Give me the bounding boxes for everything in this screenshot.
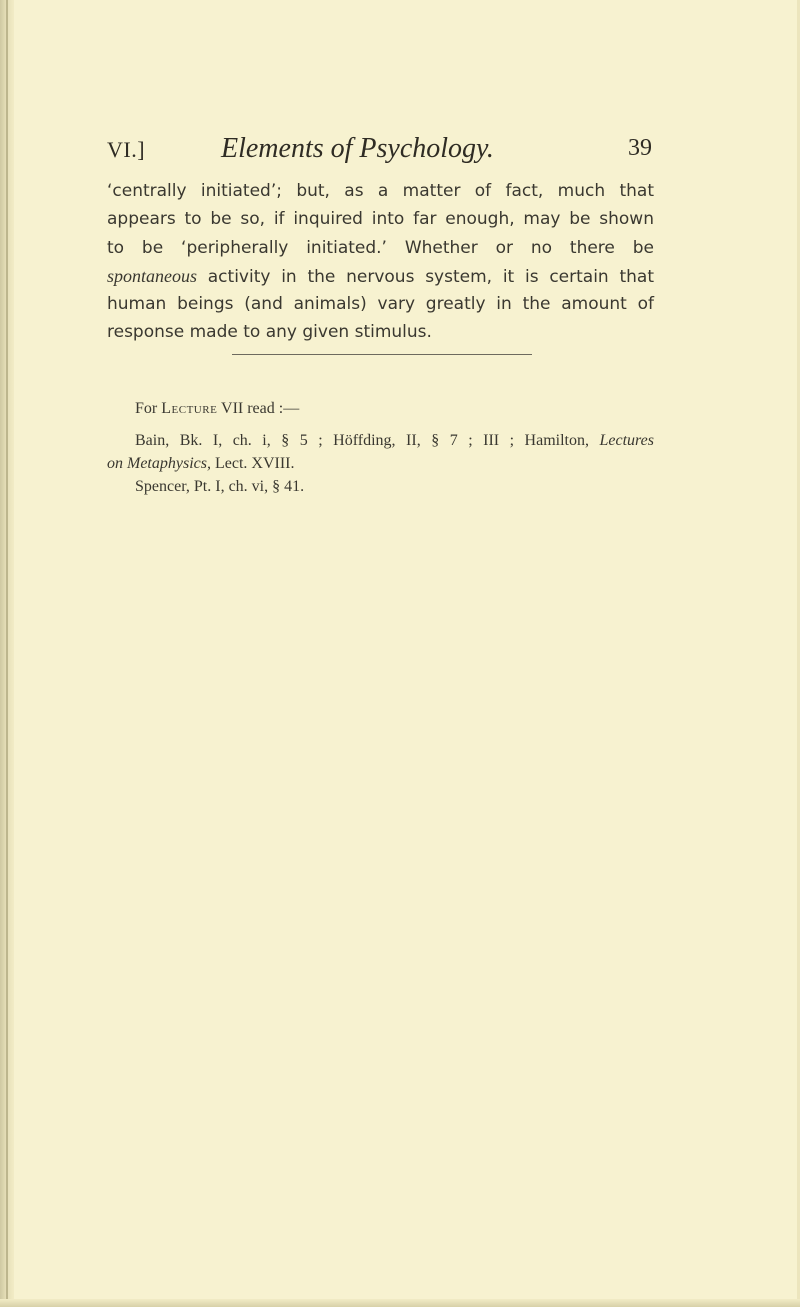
body-paragraph (107, 177, 654, 347)
reading-heading-prefix: For (135, 400, 162, 417)
body-line: to be ‘peripherally initiated.’ Whether or no there be (107, 237, 654, 258)
reference-text: Lect. XVIII. (210, 455, 295, 472)
body-line: appears to be so, if inquired into far enough, may be shown (107, 209, 654, 230)
running-title: Elements of Psychology. (221, 133, 494, 164)
reading-heading-suffix: VII read :— (217, 400, 300, 417)
reference-title: Lectures (599, 432, 654, 449)
emphasized-word: spontaneous (107, 265, 197, 286)
reading-reference: Spencer, Pt. I, ch. vi, § 41. (135, 478, 305, 495)
reading-reference (135, 428, 654, 453)
body-line: human beings (and animals) vary greatly in the amount of (107, 294, 654, 315)
page-number: 39 (628, 135, 652, 161)
chapter-marker: VI.] (107, 137, 146, 162)
body-line (107, 262, 654, 290)
section-divider (232, 354, 532, 355)
reference-title: on Metaphysics, (107, 455, 211, 472)
page-binding-line (6, 0, 8, 1307)
reading-heading-lecture: Lecture (161, 400, 218, 417)
body-line: ‘centrally initiated’; but, as a matter of fact, much that (107, 181, 654, 201)
body-line-rest: activity in the nervous system, it is certain that (197, 266, 654, 287)
running-header (107, 133, 652, 169)
body-line: response made to any given stimulus. (107, 322, 432, 343)
page-bottom-edge (0, 1299, 800, 1307)
reading-reference-continued (107, 451, 295, 476)
reference-text: Bain, Bk. I, ch. i, § 5 ; Höffding, II, § 7 ; III ; Hamilton, (135, 432, 600, 449)
reading-heading (135, 396, 299, 421)
